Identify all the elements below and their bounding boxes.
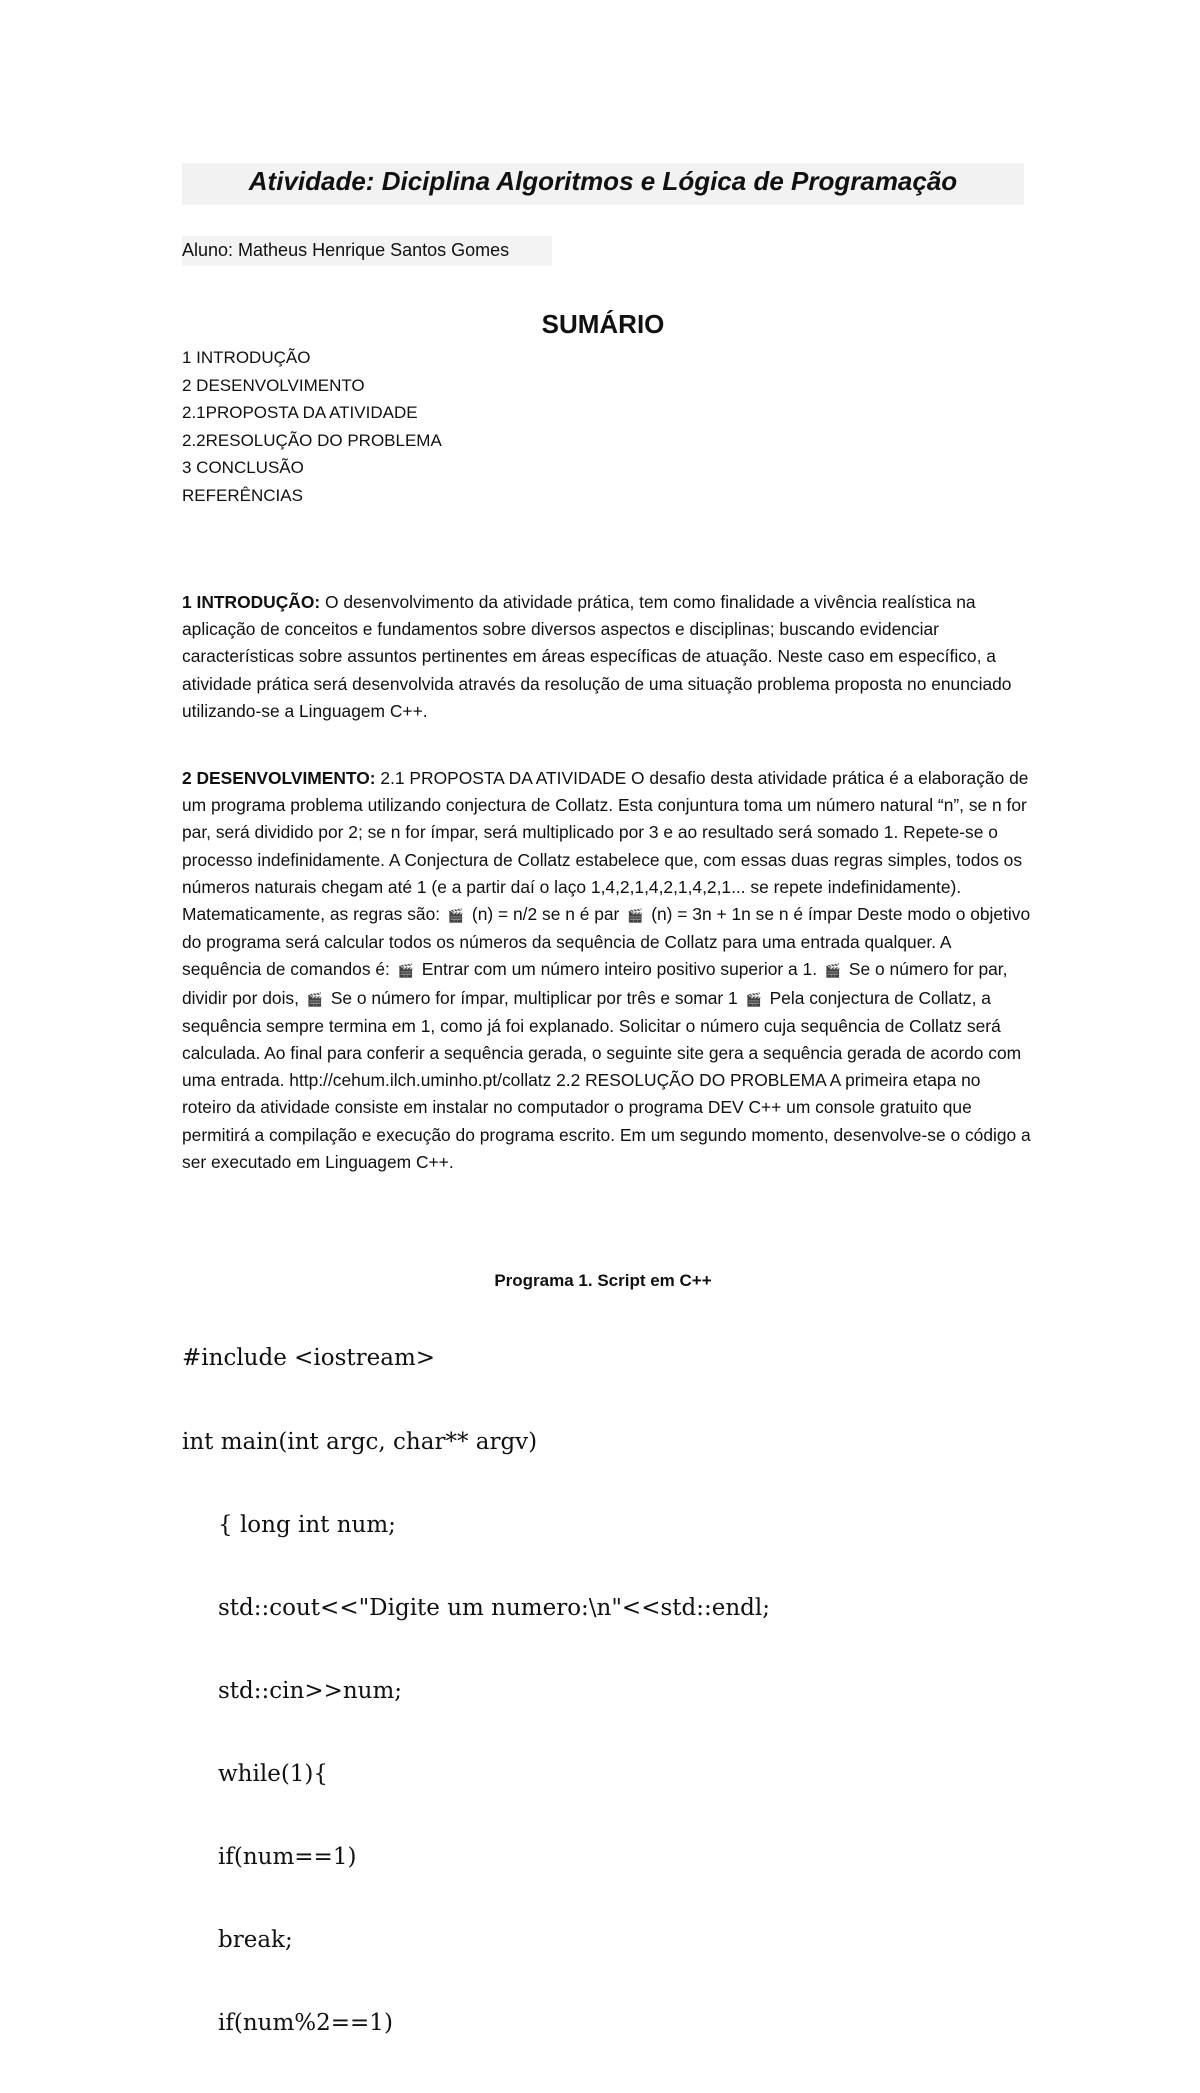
intro-label: 1 INTRODUÇÃO: <box>182 592 321 612</box>
code-line: while(1){ <box>218 1760 329 1787</box>
development-label: 2 DESENVOLVIMENTO: <box>182 768 376 788</box>
code-line: if(num%2==1) <box>218 2010 393 2037</box>
development-text: (n) = n/2 se n é par <box>467 904 625 925</box>
code-block <box>182 1290 770 2093</box>
code-line: #include <iostream> <box>182 1345 436 1372</box>
development-text: (n) = 3n + 1n se n é ímpar Deste modo o objetivo do programa será calcular todos os números da sequência de Collatz para uma entrada qualquer. A sequência de comandos é: <box>182 904 1031 980</box>
code-line: std::cout<<"Digite um numero:\n"<<std::endl; <box>218 1594 770 1621</box>
development-paragraph <box>182 765 1032 1176</box>
intro-text: O desenvolvimento da atividade prática, tem como finalidade a vivência realística na aplicação de conceitos e fundamentos sobre diversos aspectos e disciplinas; buscando evidenciar características sobre assuntos pertinentes em áreas específicas de atuação. Neste caso em específico, a atividade prática será desenvolvida através da resolução de uma situação problema proposta no enunciado utilizando-se a Linguagem C++. <box>182 592 1012 721</box>
summary-list <box>182 344 442 509</box>
summary-item: 2.1PROPOSTA DA ATIVIDADE <box>182 403 418 422</box>
code-line: std::cin>>num; <box>218 1677 403 1704</box>
clapperboard-icon: 🎬 <box>447 908 465 924</box>
student-name: Aluno: Matheus Henrique Santos Gomes <box>182 240 510 260</box>
development-text: Se o número for ímpar, multiplicar por três e somar 1 <box>325 987 743 1008</box>
code-line: break; <box>218 1927 293 1954</box>
code-line: if(num==1) <box>218 1844 357 1871</box>
code-caption: Programa 1. Script em C++ <box>494 1271 712 1290</box>
summary-item: 3 CONCLUSÃO <box>182 458 304 477</box>
clapperboard-icon: 🎬 <box>306 991 323 1007</box>
summary-heading: SUMÁRIO <box>541 309 665 339</box>
summary-item: REFERÊNCIAS <box>182 485 303 505</box>
clapperboard-icon: 🎬 <box>627 908 644 924</box>
intro-paragraph <box>182 589 1032 725</box>
summary-item: 2 DESENVOLVIMENTO <box>182 375 365 395</box>
development-text: Se o número for par, dividir por dois, <box>182 959 1008 1008</box>
clapperboard-icon: 🎬 <box>745 991 762 1007</box>
summary-item: 1 INTRODUÇÃO <box>182 348 311 367</box>
clapperboard-icon: 🎬 <box>397 963 414 979</box>
document-title: Atividade: Diciplina Algoritmos e Lógica de Programação <box>248 166 958 196</box>
development-text: Pela conjectura de Collatz, a sequência sempre termina em 1, como já foi explanado. Solicitar o número cuja sequência de Collatz será calculada. Ao final para conferir a sequência gerada, o seguinte site gera a sequência gerada de acordo com uma entrada. http://cehum.ilch.uminho.pt/collatz 2.2 RESOLUÇÃO DO PROBLEMA A primeira etapa no roteiro da atividade consiste em instalar no computador o programa DEV C++ um console gratuito que permitirá a compilação e execução do programa escrito. Em um segundo momento, desenvolve-se o código a ser executado em Linguagem C++. <box>182 987 1031 1172</box>
code-line: { long int num; <box>218 1511 396 1538</box>
code-line: int main(int argc, char** argv) <box>182 1428 538 1455</box>
development-text: 2.1 PROPOSTA DA ATIVIDADE O desafio desta atividade prática é a elaboração de um programa problema utilizando conjectura de Collatz. Esta conjuntura toma um número natural “n”, se n for par, será dividido por 2; se n for ímpar, será multiplicado por 3 e ao resultado será somado 1. Repete-se o processo indefinidamente. A Conjectura de Collatz estabelece que, com essas duas regras simples, todos os números naturais chegam até 1 (e a partir daí o laço 1,4,2,1,4,2,1,4,2,1... se repete indefinidamente). Matematicamente, as regras são: <box>182 768 1029 925</box>
summary-item: 2.2RESOLUÇÃO DO PROBLEMA <box>182 430 442 450</box>
development-text: Entrar com um número inteiro positivo superior a 1. <box>416 959 822 980</box>
clapperboard-icon: 🎬 <box>824 963 842 979</box>
